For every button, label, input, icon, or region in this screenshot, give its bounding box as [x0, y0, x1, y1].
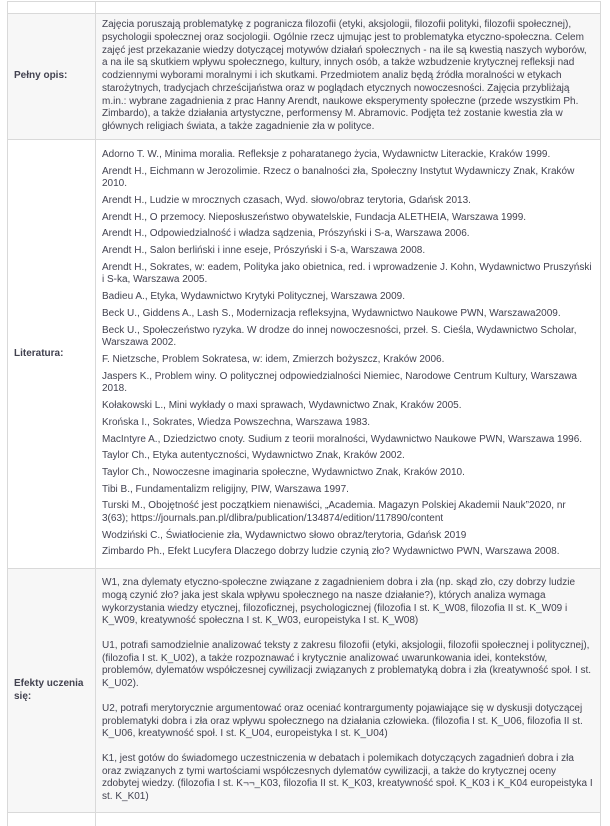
row-label-learning-outcomes: Efekty uczenia się:	[8, 569, 96, 813]
literature-entry: Taylor Ch., Etyka autentyczności, Wydawnictwo Znak, Kraków 2002.	[102, 450, 405, 462]
literature-entry: Arendt H., O przemocy. Nieposłuszeństwo obywatelskie, Fundacja ALETHEIA, Warszawa 1999.	[102, 211, 527, 223]
empty-label-cell	[8, 2, 96, 14]
literature-entry: Jaspers K., Problem winy. O politycznej odpowiedzialności Niemiec, Narodowe Centrum Kultury, Warszawa 2018.	[102, 370, 577, 395]
course-details-table	[7, 1, 601, 826]
literature-entry: MacIntyre A., Dziedzictwo cnoty. Sudium z teorii moralności, Wydawnictwo Naukowe PWN, Warszawa 1996.	[102, 433, 583, 445]
literature-entry: Adorno T. W., Minima moralia. Refleksje z poharatanego życia, Wydawnictw Literackie, Kraków 1999.	[102, 148, 551, 160]
literature-entry: Arendt H., Eichmann w Jerozolimie. Rzecz o banalności zła, Społeczny Instytut Wydawniczy Znak, Kraków 2010.	[102, 165, 575, 190]
row-label-literature: Literatura:	[8, 140, 96, 569]
literature-entry: Arendt H., Salon berliński i inne eseje, Prószyński i S-a, Warszawa 2008.	[102, 245, 426, 257]
row-content-literature	[96, 140, 601, 569]
table-row	[8, 14, 601, 140]
table-row	[8, 140, 601, 569]
table-row-next-partial	[8, 813, 601, 826]
literature-entry: F. Nietzsche, Problem Sokratesa, w: idem, Zmierzch bożyszcz, Kraków 2006.	[102, 354, 445, 365]
literature-entry: Beck U., Giddens A., Lash S., Modernizacja refleksyjna, Wydawnictwo Naukowe PWN, Warszawa2009.	[102, 307, 561, 319]
literature-entry: Zimbardo Ph., Efekt Lucyfera Dlaczego dobrzy ludzie czynią zło? Wydawnictwo PWN, Warszawa 2008.	[102, 546, 560, 558]
literature-entry: Beck U., Społeczeństwo ryzyka. W drodze do innej nowoczesności, przeł. S. Cieśla, Wydawnictwo Scholar, Warszawa 2002.	[102, 324, 577, 349]
literature-entry: Arendt H., Ludzie w mrocznych czasach, Wyd. słowo/obraz terytoria, Gdańsk 2013.	[102, 194, 471, 206]
literature-entry: Taylor Ch., Nowoczesne imaginaria społeczne, Wydawnictwo Znak, Kraków 2010.	[102, 466, 465, 478]
row-content-full-description	[96, 14, 601, 140]
learning-outcome-paragraph: U1, potrafi samodzielnie analizować teksty z zakresu filozofii (etyki, aksjologii, filozofii społecznej i politycznej), (filozofia I st. K_U02), a także rozpoznawać i krytycznie analizować uwarunkowania idei, kontekstów, problemów, dylematów współczesnej cywilizacji związanych z problematyką dobra i zła (kreatywność społ. I st. K_U02).	[102, 640, 592, 690]
empty-label-cell	[8, 813, 96, 826]
literature-entry: Arendt H., Odpowiedzialność i władza sądzenia, Prószyński i S-a, Warszawa 2006.	[102, 228, 470, 240]
literature-entry: Badieu A., Etyka, Wydawnictwo Krytyki Politycznej, Warszawa 2009.	[102, 291, 405, 303]
full-description-paragraph: Zajęcia poruszają problematykę z pogranicza filozofii (etyki, aksjologii, filozofii polityki, filozofii społecznej), psychologii społecznej oraz socjologii. Ogólnie rzecz ujmując jest to problematyka etyczno-społeczna. Celem zajęć jest przekazanie wiedzy dotyczącej motywów działań społecznych - na ile są kwestią naszych wyborów, a na ile są skutkiem wpływu społecznego, kultury, innych osób, a także wzbudzenie krytycznej refleksji nad codziennymi wyborami moralnymi i ich skutkami. Przedmiotem analiz będą źródła moralności w etykach starożytnych, tradycjach chrześcijaństwa oraz w poglądach etycznych nowoczesności. Zajęcia przybliżają m.in.: wybrane zagadnienia z prac Hanny Arendt, naukowe eksperymenty społeczne (przede wszystkim Ph. Zimbardo), a także działania artystyczne, performensy M. Abramovic. Podjęta też zostanie kwestia zła w głównych religiach świata, a także zagadnienie zła w polityce.	[102, 19, 587, 132]
empty-content-cell	[96, 2, 601, 14]
learning-outcome-paragraph: U2, potrafi merytorycznie argumentować oraz oceniać kontrargumenty pojawiające się w dyskusji dotyczącej problematyki dobra i zła oraz wpływu społecznego na działania człowieka. (filozofia I st. K_U06, filozofia II st. K_U06, kreatywność społ. I st. K_U04, europeistyka I st. K_U04)	[102, 702, 583, 740]
literature-entry: Kołakowski L., Mini wykłady o maxi sprawach, Wydawnictwo Znak, Kraków 2005.	[102, 400, 462, 412]
row-content-learning-outcomes	[96, 569, 601, 813]
literature-entry: Turski M., Obojętność jest początkiem nienawiści, „Academia. Magazyn Polskiej Akademii Nauk”2020, nr 3(63); https://journals.pan.pl/dlibra/publication/134874/edition/117890/content	[102, 500, 566, 525]
learning-outcome-paragraph: K1, jest gotów do świadomego uczestniczenia w debatach i polemikach dotyczących zagadnień dobra i zła oraz związanych z tymi wartościami współczesnych dylematów cywilizacji, a także do krytycznej oceny zdobytej wiedzy. (filozofia I st. K¬¬_K03, filozofia II st. K_K03, kreatywność społ. K_K03 i K_K04 europeistyka I st. K_K01)	[102, 752, 593, 803]
literature-entry: Krońska I., Sokrates, Wiedza Powszechna, Warszawa 1983.	[102, 416, 371, 428]
row-label-full-description: Pełny opis:	[8, 14, 96, 140]
literature-entry: Wodziński C., Światłocienie zła, Wydawnictwo słowo obraz/terytoria, Gdańsk 2019	[102, 529, 467, 541]
literature-entry: Tibi B., Fundamentalizm religijny, PIW, Warszawa 1997.	[102, 483, 349, 495]
literature-entry: Arendt H., Sokrates, w: eadem, Polityka jako obietnica, red. i wprowadzenie J. Kohn, Wydawnictwo Pruszyński i S-ka, Warszawa 2005.	[102, 261, 592, 286]
learning-outcome-paragraph: W1, zna dylematy etyczno-społeczne związane z zagadnieniem dobra i zła (np. skąd zło, czy dobrzy ludzie mogą czynić zło? jaka jest skala wpływu społecznego na nasze działanie?), których analiza wymaga wykorzystania wiedzy etycznej, filozoficznej, psychologicznej (filozofia I st. K_W08, filozofia II st. K_W09 i K_W09, kreatywność społeczna I st. K_W03, europeistyka I st. K_W08)	[102, 577, 576, 627]
table-row-previous-partial	[8, 2, 601, 14]
table-row	[8, 569, 601, 813]
empty-content-cell	[96, 813, 601, 826]
